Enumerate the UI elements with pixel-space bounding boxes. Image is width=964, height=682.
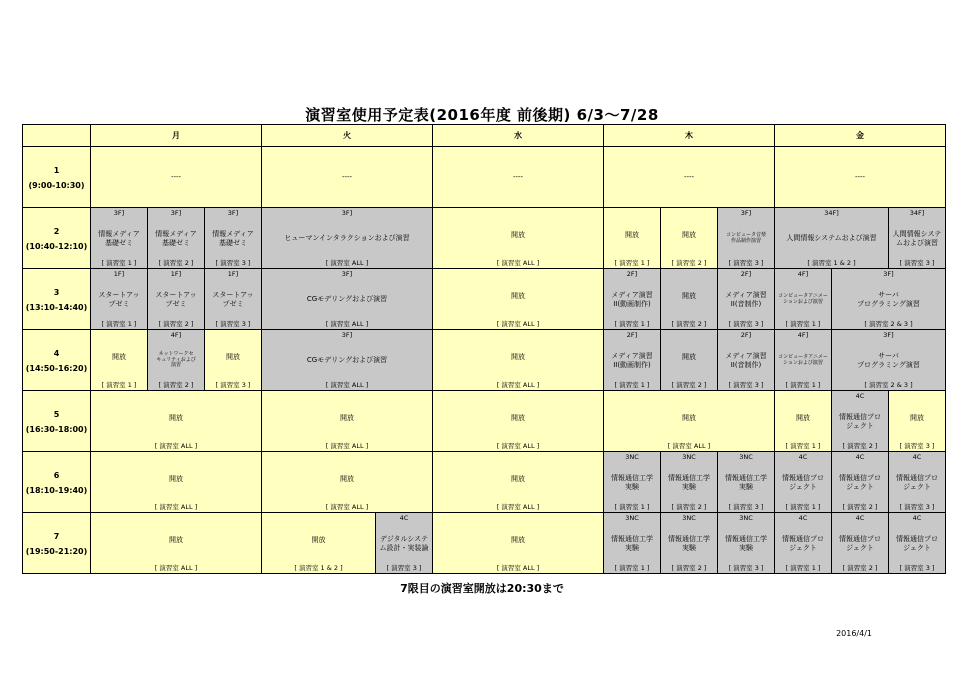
schedule-cell [831, 512, 889, 574]
cell-floor: 4C [399, 514, 409, 522]
period-header [22, 146, 91, 208]
footnote: 7限目の演習室開放は20:30まで [400, 582, 564, 595]
period-time: (13:10-14:40) [25, 302, 88, 312]
cell-course-name: 開放 [682, 230, 696, 239]
day-header [261, 124, 433, 147]
cell-course-name: 情報通信プロ ジェクト [782, 474, 824, 491]
cell-course-name: 情報通信工学 実験 [668, 535, 710, 552]
cell-room: [ 演習室 1 ] [614, 258, 650, 267]
day-label: 木 [685, 131, 693, 140]
cell-course-name: 開放 [340, 474, 354, 483]
cell-room: [ 演習室 ALL ] [667, 441, 711, 450]
cell-course-name: 開放 [682, 291, 696, 300]
cell-room: [ 演習室 ALL ] [325, 502, 369, 511]
cell-room: [ 演習室 ALL ] [325, 441, 369, 450]
cell-room: [ 演習室 1 ] [614, 319, 650, 328]
cell-course-name: メディア演習 II(動画制作) [611, 352, 653, 369]
schedule-cell [90, 451, 262, 513]
cell-room: [ 演習室 ALL ] [496, 258, 540, 267]
day-header [432, 124, 604, 147]
cell-floor: 4C [798, 453, 808, 461]
period-header [22, 512, 91, 574]
cell-room: [ 演習室 ALL ] [154, 502, 198, 511]
period-number: 7 [53, 531, 60, 541]
cell-course-name: スタートアッ プゼミ [98, 291, 140, 308]
day-label: 水 [514, 131, 522, 140]
cell-course-name: 情報通信工学 実験 [725, 474, 767, 491]
schedule-cell [261, 146, 433, 208]
cell-floor: 3F] [170, 209, 182, 217]
cell-floor: 4F] [797, 331, 809, 339]
cell-course-name: コンピュータ音楽 作品制作演習 [725, 231, 766, 244]
period-number: 5 [53, 409, 60, 419]
cell-room: [ 演習室 2 ] [671, 380, 707, 389]
cell-course-name: 開放 [511, 291, 525, 300]
cell-room: [ 演習室 3 ] [899, 441, 935, 450]
cell-room: [ 演習室 1 ] [785, 319, 821, 328]
cell-room: [ 演習室 3 ] [728, 502, 764, 511]
cell-room: [ 演習室 1 ] [614, 502, 650, 511]
cell-room: [ 演習室 2 ] [671, 502, 707, 511]
cell-floor: 3F] [113, 209, 125, 217]
period-number: 6 [53, 470, 60, 480]
period-header [22, 451, 91, 513]
cell-course-name: ---- [170, 173, 182, 182]
schedule-cell [774, 207, 889, 269]
cell-course-name: メディア演習 II(動画制作) [611, 291, 653, 308]
cell-course-name: コンピュータアニメー ションおよび演習 [778, 292, 828, 305]
schedule-cell [147, 329, 205, 391]
cell-course-name: 開放 [910, 413, 924, 422]
cell-room: [ 演習室 ALL ] [325, 319, 369, 328]
cell-course-name: CGモデリングおよび演習 [306, 295, 388, 304]
cell-room: [ 演習室 1 & 2 ] [294, 563, 343, 572]
cell-room: [ 演習室 2 ] [671, 319, 707, 328]
period-number: 3 [53, 287, 60, 297]
cell-course-name: メディア演習 II(音制作) [725, 352, 767, 369]
schedule-cell [204, 207, 262, 269]
schedule-cell [375, 512, 433, 574]
schedule-cell [774, 268, 832, 330]
cell-course-name: 情報通信工学 実験 [611, 535, 653, 552]
cell-course-name: 情報通信プロ ジェクト [839, 474, 881, 491]
cell-room: [ 演習室 1 ] [785, 502, 821, 511]
schedule-cell [204, 268, 262, 330]
period-header [22, 207, 91, 269]
cell-floor: 3F] [341, 331, 353, 339]
cell-room: [ 演習室 2 ] [671, 258, 707, 267]
schedule-cell [603, 207, 661, 269]
schedule-cell [603, 512, 661, 574]
cell-course-name: メディア演習 II(音制作) [725, 291, 767, 308]
schedule-cell [603, 268, 661, 330]
cell-room: [ 演習室 1 ] [614, 380, 650, 389]
cell-room: [ 演習室 3 ] [215, 258, 251, 267]
cell-room: [ 演習室 1 ] [785, 380, 821, 389]
period-time: (9:00-10:30) [28, 180, 85, 190]
schedule-cell [90, 512, 262, 574]
day-label: 金 [856, 131, 864, 140]
cell-room: [ 演習室 2 ] [842, 563, 878, 572]
schedule-cell [147, 268, 205, 330]
schedule-cell [432, 451, 604, 513]
cell-room: [ 演習室 ALL ] [496, 563, 540, 572]
schedule-cell [888, 207, 946, 269]
cell-course-name: CGモデリングおよび演習 [306, 356, 388, 365]
cell-room: [ 演習室 3 ] [728, 258, 764, 267]
schedule-cell [90, 329, 148, 391]
cell-room: [ 演習室 1 ] [785, 563, 821, 572]
schedule-cell [603, 390, 775, 452]
schedule-cell [888, 512, 946, 574]
cell-course-name: スタートアッ プゼミ [155, 291, 197, 308]
cell-room: [ 演習室 3 ] [215, 319, 251, 328]
period-time: (19:50-21:20) [25, 546, 88, 556]
cell-room: [ 演習室 3 ] [899, 258, 935, 267]
cell-course-name: 人間情報システムおよび演習 [786, 234, 877, 243]
cell-room: [ 演習室 1 ] [101, 380, 137, 389]
cell-floor: 3NC [625, 514, 639, 522]
cell-room: [ 演習室 ALL ] [154, 563, 198, 572]
cell-floor: 2F] [740, 331, 752, 339]
cell-floor: 1F] [113, 270, 125, 278]
cell-course-name: 開放 [226, 352, 240, 361]
cell-course-name: 情報メディア 基礎ゼミ [212, 230, 254, 247]
day-label: 月 [172, 131, 180, 140]
day-label: 火 [343, 131, 351, 140]
schedule-cell [831, 451, 889, 513]
schedule-cell [831, 390, 889, 452]
cell-course-name: 開放 [796, 413, 810, 422]
day-header [603, 124, 775, 147]
cell-course-name: コンピュータアニメー ションおよび演習 [778, 353, 828, 366]
cell-course-name: 開放 [112, 352, 126, 361]
schedule-cell [261, 268, 433, 330]
cell-course-name: 開放 [511, 413, 525, 422]
day-header [774, 124, 946, 147]
schedule-cell [432, 268, 604, 330]
cell-course-name: 情報通信工学 実験 [611, 474, 653, 491]
cell-room: [ 演習室 3 ] [728, 380, 764, 389]
cell-room: [ 演習室 1 ] [101, 258, 137, 267]
cell-course-name: ヒューマンインタラクションおよび演習 [284, 234, 410, 243]
cell-course-name: 人間情報システ ムおよび演習 [892, 230, 942, 247]
cell-floor: 4C [855, 514, 865, 522]
cell-course-name: スタートアッ プゼミ [212, 291, 254, 308]
day-header [90, 124, 262, 147]
schedule-cell [432, 329, 604, 391]
cell-room: [ 演習室 ALL ] [496, 319, 540, 328]
cell-course-name: ---- [341, 173, 353, 182]
cell-floor: 3F] [883, 270, 894, 278]
schedule-cell [717, 329, 775, 391]
cell-course-name: 開放 [511, 535, 525, 544]
cell-course-name: 情報通信プロ ジェクト [839, 535, 881, 552]
period-time: (10:40-12:10) [25, 241, 88, 251]
schedule-cell [717, 451, 775, 513]
cell-course-name: 情報通信工学 実験 [668, 474, 710, 491]
schedule-cell [147, 207, 205, 269]
schedule-cell [261, 390, 433, 452]
schedule-cell [774, 512, 832, 574]
cell-course-name: 開放 [511, 474, 525, 483]
schedule-cell [888, 390, 946, 452]
schedule-cell [717, 207, 775, 269]
cell-course-name: ネットワークセ キュリティおよび 演習 [156, 350, 196, 369]
cell-floor: 4F] [797, 270, 809, 278]
cell-floor: 4C [798, 514, 808, 522]
period-time: (16:30-18:00) [25, 424, 88, 434]
period-number: 1 [53, 165, 60, 175]
cell-course-name: 開放 [625, 230, 639, 239]
cell-room: [ 演習室 1 & 2 ] [807, 258, 856, 267]
cell-floor: 34F] [909, 209, 925, 217]
cell-room: [ 演習室 2 ] [842, 441, 878, 450]
period-number: 4 [53, 348, 60, 358]
schedule-cell [774, 451, 832, 513]
cell-floor: 4C [912, 453, 922, 461]
schedule-cell [774, 329, 832, 391]
page-title: 演習室使用予定表(2016年度 前後期) 6/3〜7/28 [305, 106, 659, 124]
schedule-cell [432, 512, 604, 574]
cell-room: [ 演習室 1 ] [785, 441, 821, 450]
period-time: (18:10-19:40) [25, 485, 88, 495]
schedule-cell [432, 390, 604, 452]
cell-course-name: 情報通信プロ ジェクト [896, 474, 938, 491]
schedule-cell [204, 329, 262, 391]
cell-course-name: 開放 [169, 413, 183, 422]
cell-course-name: 開放 [169, 474, 183, 483]
schedule-cell [888, 451, 946, 513]
schedule-cell [717, 512, 775, 574]
cell-course-name: 情報通信プロ ジェクト [839, 413, 881, 430]
schedule-cell [90, 146, 262, 208]
cell-room: [ 演習室 2 ] [158, 380, 194, 389]
cell-floor: 3NC [739, 514, 753, 522]
cell-course-name: ---- [683, 173, 695, 182]
period-number: 2 [53, 226, 60, 236]
cell-room: [ 演習室 2 ] [671, 563, 707, 572]
cell-room: [ 演習室 ALL ] [496, 441, 540, 450]
cell-room: [ 演習室 2 ] [158, 258, 194, 267]
cell-floor: 4C [855, 453, 865, 461]
cell-floor: 1F] [227, 270, 239, 278]
cell-room: [ 演習室 ALL ] [496, 502, 540, 511]
cell-room: [ 演習室 ALL ] [496, 380, 540, 389]
schedule-cell [432, 207, 604, 269]
schedule-cell [660, 329, 718, 391]
period-header [22, 329, 91, 391]
schedule-cell [774, 146, 946, 208]
period-time: (14:50-16:20) [25, 363, 88, 373]
cell-floor: 1F] [170, 270, 182, 278]
cell-room: [ 演習室 2 ] [842, 502, 878, 511]
cell-floor: 4C [855, 392, 865, 400]
schedule-cell [831, 268, 946, 330]
schedule-cell [261, 512, 376, 574]
cell-floor: 2F] [626, 331, 638, 339]
period-header [22, 268, 91, 330]
cell-course-name: 情報通信工学 実験 [725, 535, 767, 552]
header-corner [22, 124, 91, 147]
cell-course-name: 情報メディア 基礎ゼミ [98, 230, 140, 247]
cell-course-name: 開放 [682, 413, 696, 422]
schedule-cell [831, 329, 946, 391]
cell-course-name: デジタルシステ ム設計・実装論 [379, 535, 429, 552]
cell-floor: 4F] [170, 331, 182, 339]
schedule-cell [90, 207, 148, 269]
cell-course-name: 開放 [511, 230, 525, 239]
schedule-table [22, 124, 942, 573]
cell-room: [ 演習室 1 ] [614, 563, 650, 572]
cell-floor: 3NC [682, 453, 696, 461]
cell-floor: 2F] [740, 270, 752, 278]
cell-course-name: 開放 [511, 352, 525, 361]
cell-room: [ 演習室 3 ] [899, 563, 935, 572]
cell-course-name: 開放 [682, 352, 696, 361]
schedule-cell [660, 451, 718, 513]
schedule-cell [261, 207, 433, 269]
cell-room: [ 演習室 3 ] [215, 380, 251, 389]
cell-room: [ 演習室 ALL ] [325, 380, 369, 389]
schedule-cell [717, 268, 775, 330]
cell-course-name: 開放 [169, 535, 183, 544]
cell-room: [ 演習室 3 ] [728, 563, 764, 572]
cell-room: [ 演習室 3 ] [899, 502, 935, 511]
schedule-cell [603, 146, 775, 208]
schedule-cell [660, 207, 718, 269]
cell-course-name: ---- [512, 173, 524, 182]
cell-room: [ 演習室 3 ] [728, 319, 764, 328]
cell-room: [ 演習室 ALL ] [154, 441, 198, 450]
schedule-cell [603, 329, 661, 391]
period-header [22, 390, 91, 452]
cell-course-name: 情報メディア 基礎ゼミ [155, 230, 197, 247]
cell-course-name: 開放 [311, 535, 326, 544]
schedule-cell [90, 390, 262, 452]
cell-course-name: 情報通信プロ ジェクト [782, 535, 824, 552]
cell-floor: 3F] [883, 331, 894, 339]
schedule-cell [432, 146, 604, 208]
cell-floor: 4C [912, 514, 922, 522]
cell-course-name: ---- [854, 173, 866, 182]
schedule-cell [660, 512, 718, 574]
cell-floor: 3NC [739, 453, 753, 461]
cell-floor: 3F] [341, 270, 353, 278]
cell-floor: 34F] [824, 209, 839, 217]
cell-room: [ 演習室 2 ] [158, 319, 194, 328]
cell-room: [ 演習室 3 ] [386, 563, 422, 572]
schedule-cell [90, 268, 148, 330]
cell-course-name: 開放 [340, 413, 354, 422]
cell-course-name: サーバ プログラミング演習 [857, 352, 920, 369]
cell-floor: 3NC [682, 514, 696, 522]
schedule-cell [774, 390, 832, 452]
schedule-cell [603, 451, 661, 513]
cell-course-name: 情報通信プロ ジェクト [896, 535, 938, 552]
cell-room: [ 演習室 1 ] [101, 319, 137, 328]
schedule-cell [261, 329, 433, 391]
document-date: 2016/4/1 [836, 629, 872, 638]
cell-floor: 2F] [626, 270, 638, 278]
cell-room: [ 演習室 2 & 3 ] [864, 319, 913, 328]
cell-room: [ 演習室 2 & 3 ] [864, 380, 913, 389]
cell-room: [ 演習室 ALL ] [325, 258, 369, 267]
cell-floor: 3F] [740, 209, 752, 217]
schedule-cell [261, 451, 433, 513]
cell-floor: 3NC [625, 453, 639, 461]
cell-floor: 3F] [341, 209, 353, 217]
schedule-cell [660, 268, 718, 330]
cell-floor: 3F] [227, 209, 239, 217]
cell-course-name: サーバ プログラミング演習 [857, 291, 920, 308]
